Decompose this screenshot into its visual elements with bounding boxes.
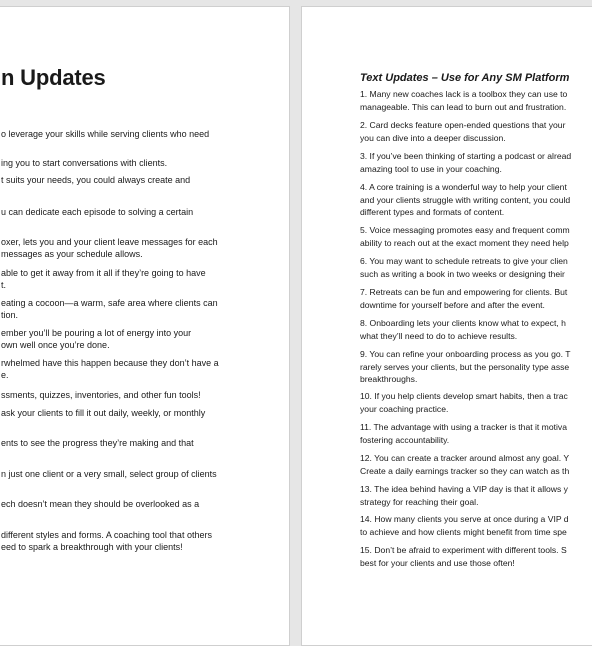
list-item-line: best for your clients and use those often!: [360, 557, 515, 568]
list-item: [360, 483, 592, 508]
list-item-line: rarely serves your clients, but the personality type asse: [360, 361, 570, 372]
list-item-line: what they’ll need to do to achieve results.: [360, 330, 518, 341]
list-item: [360, 513, 592, 538]
text-line: oxer, lets you and your client leave messages for each: [1, 237, 218, 247]
list-item-line: 8. Onboarding lets your clients know what to expect, h: [360, 318, 566, 328]
list-item: [360, 452, 592, 477]
list-item-line: 7. Retreats can be fun and empowering for clients. But: [360, 287, 568, 297]
left-document-page: [0, 6, 290, 646]
text-line: n just one client or a very small, select group of clients: [1, 469, 217, 479]
text-line: able to get it away from it all if they’re going to have: [1, 268, 206, 278]
text-line: rwhelmed have this happen because they don’t have a: [1, 358, 219, 368]
list-item-line: 5. Voice messaging promotes easy and frequent comm: [360, 225, 570, 235]
list-item-line: to achieve and how clients might benefit from time spe: [360, 526, 567, 537]
text-line: messages as your schedule allows.: [1, 249, 143, 259]
list-item-line: ability to reach out at the exact moment they need help: [360, 237, 569, 248]
list-item-line: 11. The advantage with using a tracker is that it motiva: [360, 422, 567, 432]
list-item-line: 15. Don’t be afraid to experiment with different tools. S: [360, 545, 567, 555]
list-item: [360, 224, 592, 249]
list-item: [360, 286, 592, 311]
list-item-line: manageable. This can lead to burn out and frustration.: [360, 101, 567, 112]
list-item-line: such as writing a book in two weeks or designing their: [360, 268, 565, 279]
list-item: [360, 181, 592, 219]
text-line: e.: [1, 370, 9, 380]
text-line: ech doesn’t mean they should be overlooked as a: [1, 499, 200, 509]
text-line: ssments, quizzes, inventories, and other fun tools!: [1, 390, 201, 400]
text-line: eed to spark a breakthrough with your clients!: [1, 542, 183, 552]
list-item-line: breakthroughs.: [360, 374, 418, 384]
text-line: ember you’ll be pouring a lot of energy into your: [1, 328, 192, 338]
text-line: ing you to start conversations with clients.: [1, 158, 168, 168]
text-line: eating a cocoon—a warm, safe area where clients can: [1, 298, 218, 308]
right-document-page: [301, 6, 592, 646]
list-item-line: 4. A core training is a wonderful way to help your client: [360, 182, 567, 192]
text-line: ask your clients to fill it out daily, weekly, or monthly: [1, 408, 206, 418]
text-line: ents to see the progress they’re making and that: [1, 438, 194, 448]
list-item-line: 2. Card decks feature open-ended questions that your: [360, 120, 566, 130]
list-item: [360, 119, 592, 144]
text-line: tion.: [1, 310, 19, 320]
list-item: [360, 348, 592, 386]
list-item-line: 14. How many clients you serve at once during a VIP d: [360, 514, 569, 524]
list-item-line: 3. If you’ve been thinking of starting a podcast or alread: [360, 151, 572, 161]
list-item: [360, 544, 592, 569]
list-item: [360, 150, 592, 175]
list-item: [360, 88, 592, 113]
list-item-line: and your clients struggle with writing content, you could: [360, 194, 571, 205]
list-item: [360, 390, 592, 415]
text-line: u can dedicate each episode to solving a certain: [1, 207, 194, 217]
list-item-line: 9. You can refine your onboarding process as you go. T: [360, 349, 571, 359]
list-item: [360, 317, 592, 342]
list-item: [360, 421, 592, 446]
list-item-line: amazing tool to use in your coaching.: [360, 163, 502, 174]
list-item-line: you can dive into a deeper discussion.: [360, 132, 506, 143]
list-item-line: fostering accountability.: [360, 434, 450, 445]
list-item: [360, 255, 592, 280]
text-line: t suits your needs, you could always create and: [1, 175, 191, 185]
list-item-line: downtime for yourself before and after the event.: [360, 299, 545, 310]
text-line: o leverage your skills while serving clients who need: [1, 129, 210, 139]
list-item-line: Create a daily earnings tracker so they can watch as th: [360, 465, 570, 476]
list-item-line: strategy for reaching their goal.: [360, 496, 479, 507]
list-item-line: 1. Many new coaches lack is a toolbox they can use to: [360, 89, 568, 99]
list-item-line: 10. If you help clients develop smart habits, then a trac: [360, 391, 568, 401]
list-item-line: 12. You can create a tracker around almost any goal. Y: [360, 453, 570, 463]
text-line: own well once you’re done.: [1, 340, 110, 350]
list-item-line: different types and formats of content.: [360, 207, 505, 217]
list-item-line: your coaching practice.: [360, 403, 449, 414]
text-line: t.: [1, 280, 7, 290]
list-item-line: 6. You may want to schedule retreats to give your clien: [360, 256, 568, 266]
list-item-line: 13. The idea behind having a VIP day is that it allows y: [360, 484, 568, 494]
text-line: different styles and forms. A coaching tool that others: [1, 530, 212, 540]
section-title: Text Updates – Use for Any SM Platform: [360, 72, 570, 84]
page-heading: n Updates: [1, 65, 106, 90]
